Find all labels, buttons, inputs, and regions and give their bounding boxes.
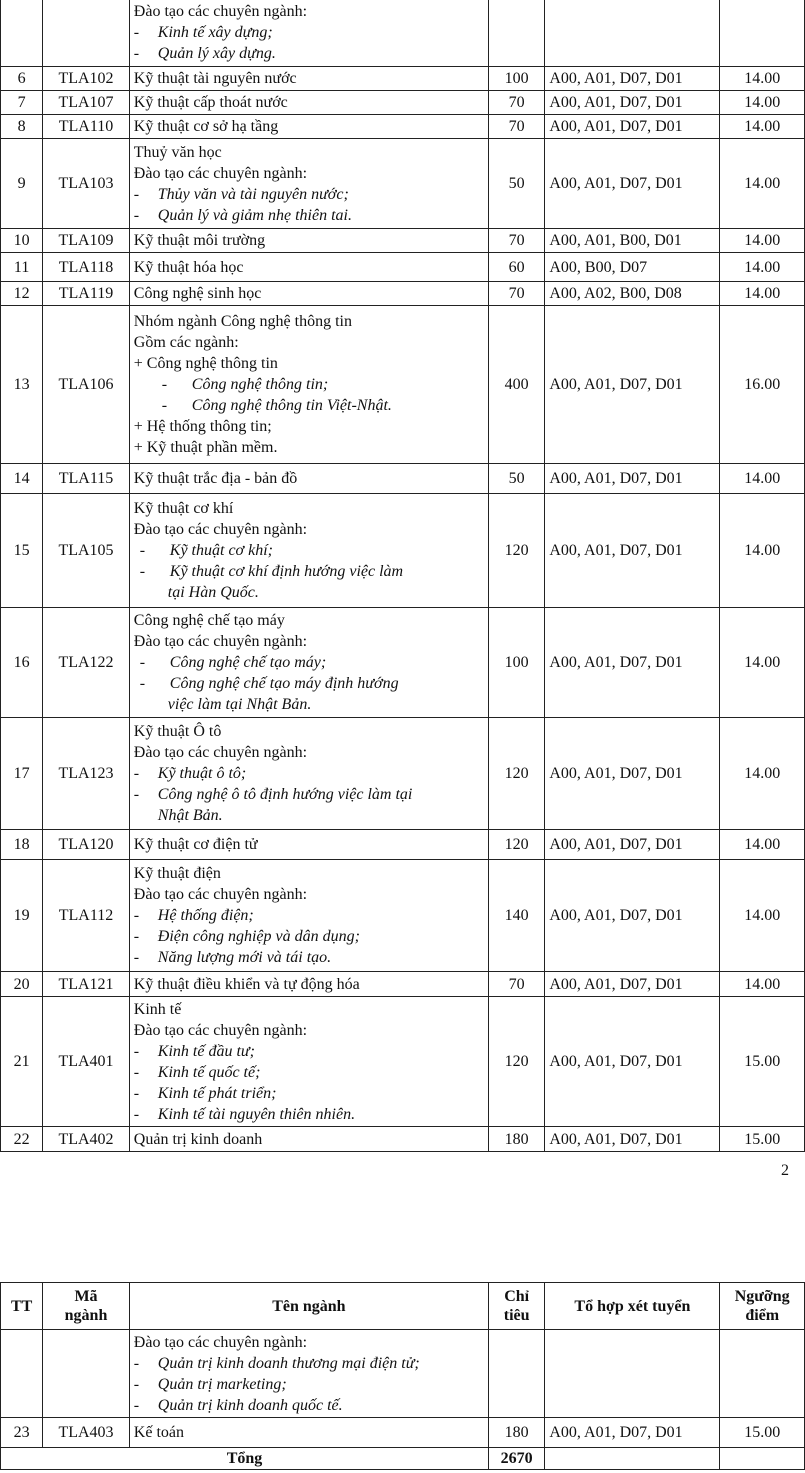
table-row: 7 TLA107 Kỹ thuật cấp thoát nước 70 A00, A01, D07, D01 14.00	[1, 91, 805, 115]
table-row: Đào tạo các chuyên ngành: - Quản trị kinh doanh thương mại điện tử; - Quản trị marketing; - Quản trị kinh doanh quốc tế.	[1, 1330, 805, 1418]
table-header-row	[1, 1283, 805, 1330]
table-row: 15 TLA105 Kỹ thuật cơ khí Đào tạo các chuyên ngành: - Kỹ thuật cơ khí; - Kỹ thuật cơ khí định hướng việc làm tại Hàn Quốc. 120 A00, A01, D07, D01 14.00	[1, 494, 805, 608]
table-row: 13 TLA106 Nhóm ngành Công nghệ thông tin Gồm các ngành: + Công nghệ thông tin - Công nghệ thông tin; - Công nghệ thông tin Việt-Nhật. + Hệ thống thông tin; + Kỹ thuật phần mềm. 400 A00, A01, D07, D01 16.00	[1, 306, 805, 464]
table-row: 19 TLA112 Kỹ thuật điện Đào tạo các chuyên ngành: - Hệ thống điện; - Điện công nghiệp và dân dụng; - Năng lượng mới và tái tạo. 140 A00, A01, D07, D01 14.00	[1, 860, 805, 972]
table-row: 16 TLA122 Công nghệ chế tạo máy Đào tạo các chuyên ngành: - Công nghệ chế tạo máy; - Công nghệ chế tạo máy định hướng việc làm tại Nhật Bản. 100 A00, A01, D07, D01 14.00	[1, 608, 805, 718]
total-row	[1, 1448, 805, 1470]
admissions-table-page2	[0, 1282, 805, 1470]
table-row: 8 TLA110 Kỹ thuật cơ sở hạ tầng 70 A00, A01, D07, D01 14.00	[1, 115, 805, 139]
table-row: 22 TLA402 Quản trị kinh doanh 180 A00, A01, D07, D01 15.00	[1, 1127, 805, 1152]
header-quota: Chỉ tiêu	[489, 1283, 545, 1330]
table-row: 21 TLA401 Kinh tế Đào tạo các chuyên ngành: - Kinh tế đầu tư; - Kinh tế quốc tế; - Kinh tế phát triển; - Kinh tế tài nguyên thiên nhiên. 120 A00, A01, D07, D01 15.00	[1, 997, 805, 1127]
table-row: 12 TLA119 Công nghệ sinh học 70 A00, A02, B00, D08 14.00	[1, 282, 805, 306]
header-threshold: Ngưỡng điểm	[720, 1283, 805, 1330]
table-row: 11 TLA118 Kỹ thuật hóa học 60 A00, B00, D07 14.00	[1, 253, 805, 282]
table-row: 17 TLA123 Kỹ thuật Ô tô Đào tạo các chuyên ngành: - Kỹ thuật ô tô; - Công nghệ ô tô định hướng việc làm tại Nhật Bản. 120 A00, A01, D07, D01 14.00	[1, 718, 805, 830]
table-row	[1, 0, 805, 67]
total-value: 2670	[489, 1448, 545, 1470]
total-label: Tổng	[1, 1448, 489, 1470]
table-row: 14 TLA115 Kỹ thuật trắc địa - bản đồ 50 A00, A01, D07, D01 14.00	[1, 464, 805, 494]
table-row: 9 TLA103 Thuỷ văn học Đào tạo các chuyên ngành: - Thủy văn và tài nguyên nước; - Quản lý và giảm nhẹ thiên tai. 50 A00, A01, D07, D01 14.00	[1, 139, 805, 229]
page-number: 2	[781, 1162, 789, 1179]
table-row: 20 TLA121 Kỹ thuật điều khiển và tự động hóa 70 A00, A01, D07, D01 14.00	[1, 972, 805, 997]
table-row: 6 TLA102 Kỹ thuật tài nguyên nước 100 A00, A01, D07, D01 14.00	[1, 67, 805, 91]
header-code: Mã ngành	[43, 1283, 130, 1330]
header-name: Tên ngành	[129, 1283, 488, 1330]
header-combo: Tổ hợp xét tuyển	[545, 1283, 720, 1330]
table-row: 10 TLA109 Kỹ thuật môi trường 70 A00, A01, B00, D01 14.00	[1, 229, 805, 253]
header-tt: TT	[1, 1283, 43, 1330]
table-row: 23 TLA403 Kế toán 180 A00, A01, D07, D01 15.00	[1, 1418, 805, 1448]
program-name-cell: Đào tạo các chuyên ngành: - Kinh tế xây dựng; - Quản lý xây dựng.	[129, 0, 488, 67]
table-row: 18 TLA120 Kỹ thuật cơ điện tử 120 A00, A01, D07, D01 14.00	[1, 830, 805, 860]
